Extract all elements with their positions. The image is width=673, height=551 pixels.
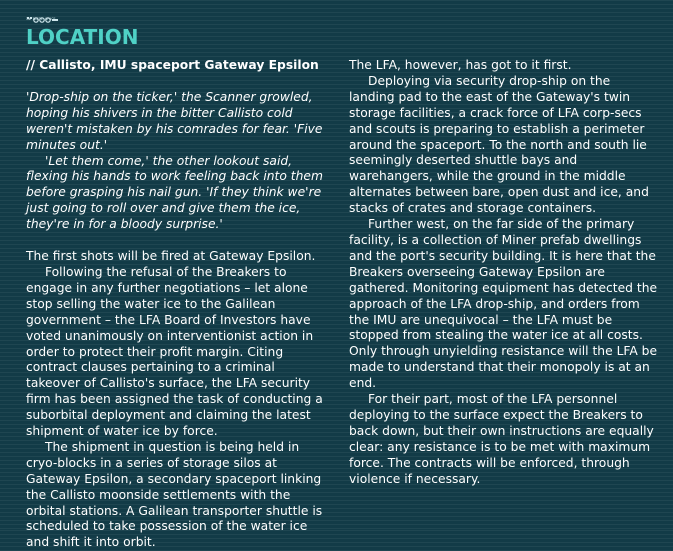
left-column [26,58,331,551]
body-paragraph: The shipment in question is being held in cryo-blocks in a series of storage silos at Gateway Epsilon, a secondary spaceport linking the Callisto moonside settlements with the orbital stations. A Galilean transporter shuttle is scheduled to take possession of the water ice and shift it into orbit. [26,439,323,550]
fiction-quote-2: 'Let them come,' the other lookout said, flexing his hands to work feeling back into them before grasping his nail gun. 'If they think we're just going to roll over and give them the ice, they're in for a bloody surprise.' [26,153,323,232]
body-paragraph: Deploying via security drop-ship on the landing pad to the east of the Gateway's twin storage facilities, a crack force of LFA corp-secs and scouts is preparing to establish a perimeter around the spaceport. To the north and south lie seemingly deserted shuttle bays and warehangers, while the ground in the middle alternates between bare, open dust and ice, and stacks of crates and storage containers. [349,73,649,216]
logo [26,9,66,23]
body-paragraph: For their part, most of the LFA personnel deploying to the surface expect the Breakers to back down, but their own instructions are equally clear: any resistance is to be met with maximum force. The contracts will be enforced, through violence if necessary. [349,392,654,486]
body-paragraph: The LFA, however, has got to it first. [349,58,572,72]
location-subtitle: // Callisto, IMU spaceport Gateway Epsilon [26,58,319,72]
fiction-quote-1: 'Drop-ship on the ticker,' the Scanner growled, hoping his shivers in the bitter Callisto cold weren't mistaken by his comrades for fear. 'Five minutes out.' [26,89,323,152]
right-column [349,58,659,487]
logo-text: INFINITE SPACE [26,17,56,21]
body-paragraph: Further west, on the far side of the primary facility, is a collection of Miner prefab dwellings and the port's security building. It is here that the Breakers overseeing Gateway Epsilon are gathered. Monitoring equipment has detected the approach of the LFA drop-ship, and orders from the IMU are unequivocal – the LFA must be stopped from stealing the water ice at all costs. Only through unyielding resistance will the LFA be made to understand that their monopoly is at an end. [349,217,658,391]
body-paragraph: Following the refusal of the Breakers to engage in any further negotiations – let alone stop selling the water ice to the Galilean government – the LFA Board of Investors have voted unanimously on interventionist action in order to protect their profit margin. Citing contract clauses pertaining to a criminal takeover of Callisto's surface, the LFA security firm has been assigned the task of conducting a suborbital deployment and claiming the latest shipment of water ice by force. [26,264,323,439]
body-paragraph: The first shots will be fired at Gateway Epsilon. [26,249,316,264]
page-title: LOCATION [26,25,139,49]
